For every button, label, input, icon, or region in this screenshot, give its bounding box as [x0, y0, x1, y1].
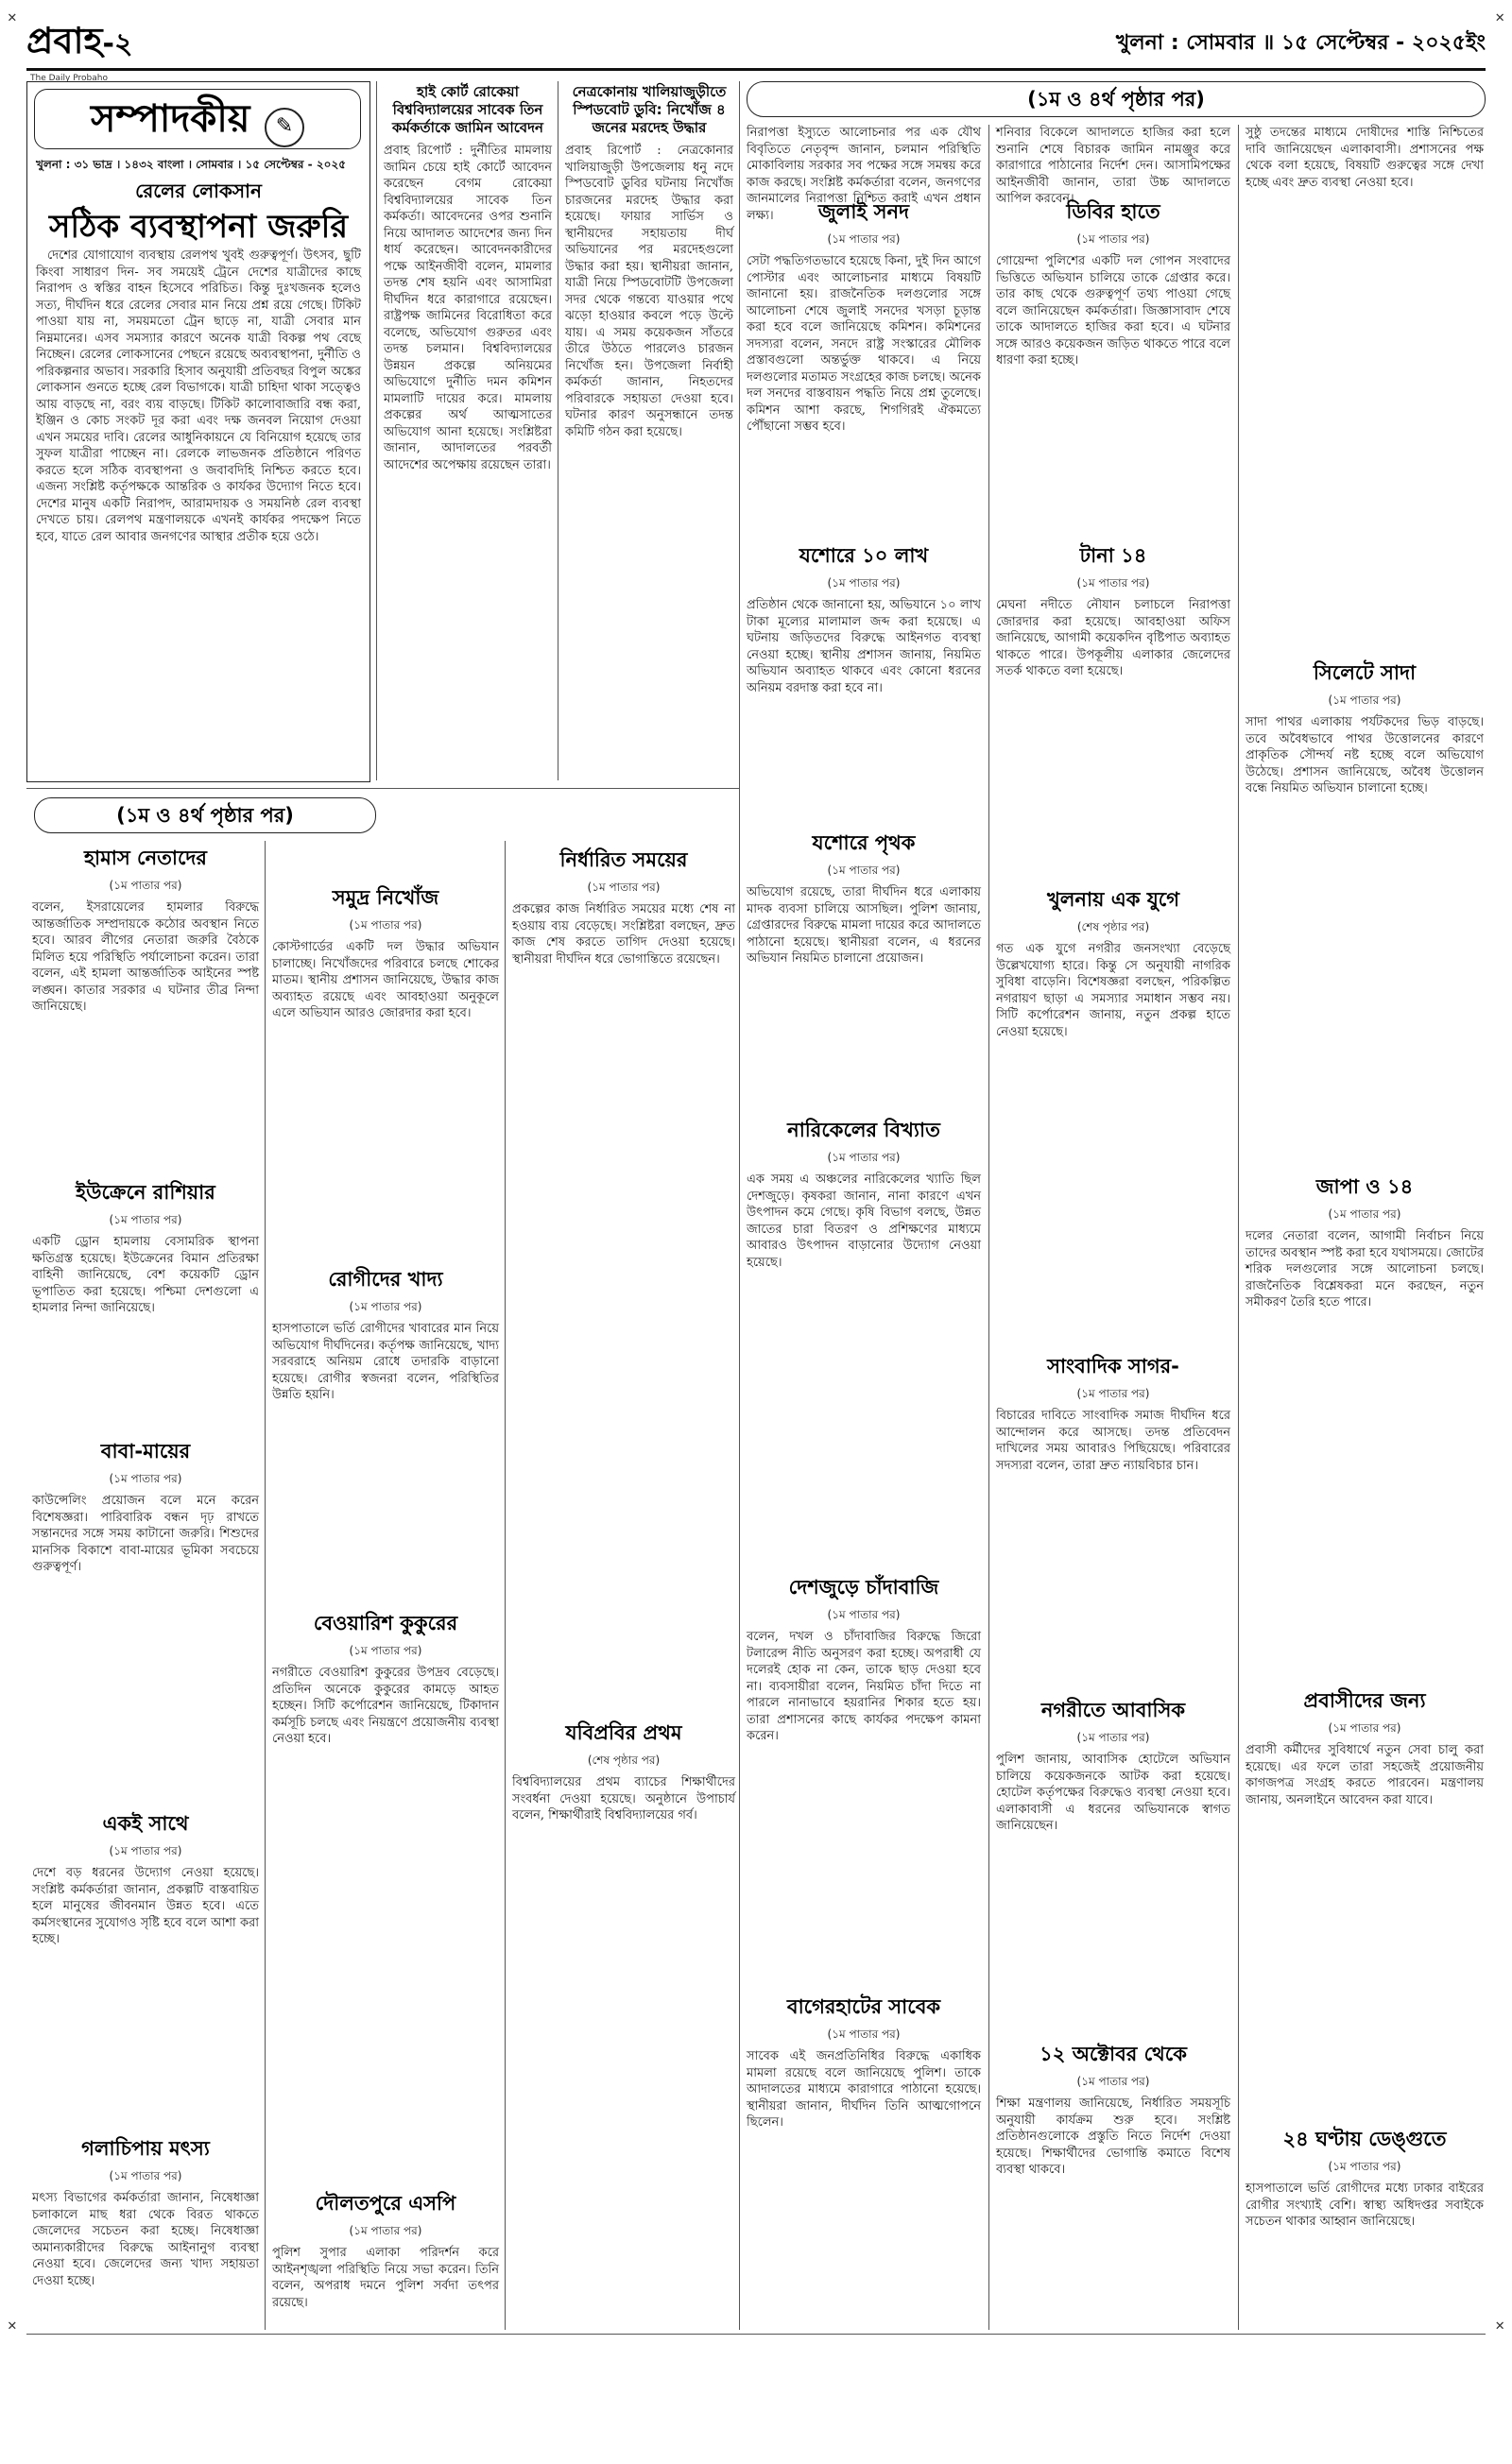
story-body: অভিযোগ রয়েছে, তারা দীর্ঘদিন ধরে এলাকায় মাদক ব্যবসা চালিয়ে আসছিল। পুলিশ জানায়, গ্রেপ্তারদের বিরুদ্ধে মামলা দায়ের করে আদালতে পাঠানো হয়েছে। স্থানীয়রা বলেন, এ ধরনের অভিযান নিয়মিত চালানো প্রয়োজন। — [747, 885, 981, 966]
story-body: কাউন্সেলিং প্রয়োজন বলে মনে করেন বিশেষজ্ঞরা। পারিবারিক বন্ধন দৃঢ় রাখতে সন্তানদের সঙ্গে সময় কাটানো জরুরি। শিশুদের মানসিক বিকাশে বাবা-মায়ের ভূমিকা সবচেয়ে গুরুত্বপূর্ণ। — [32, 1494, 259, 1574]
story-title-jessore-10-lakh: যশোরে ১০ লাখ — [799, 544, 929, 567]
story-title: নেত্রকোনায় খালিয়াজুড়ীতে স্পিডবোট ডুবি: নিখোঁজ ৪ জনের মরদেহ উদ্ধার — [572, 83, 727, 136]
story-title: হাই কোর্ট রোকেয়া বিশ্ববিদ্যালয়ের সাবেক তিন কর্মকর্তাকে জামিন আবেদন — [392, 83, 543, 136]
story-title-patient-food: রোগীদের খাদ্য — [328, 1268, 443, 1291]
story-sub: (১ম পাতার পর) — [109, 1472, 182, 1485]
divider-1 — [376, 81, 377, 780]
story-body: শিক্ষা মন্ত্রণালয় জানিয়েছে, নির্ধারিত সময়সূচি অনুযায়ী কার্যক্রম শুরু হবে। সংশ্লিষ্ট প্রতিষ্ঠানগুলোকে প্রস্তুতি নিতে নির্দেশ দেওয়া হয়েছে। শিক্ষার্থীদের ভোগান্তি কমাতে বিশেষ ব্যবস্থা থাকবে। — [996, 2096, 1230, 2177]
divider-lower-1 — [265, 841, 266, 2330]
story-title-oct-12: ১২ অক্টোবর থেকে — [1040, 2043, 1187, 2065]
story-sub: (১ম পাতার পর) — [1328, 1721, 1401, 1735]
story-title-daulatpur: দৌলতপুরে এসপি — [315, 2192, 456, 2215]
story-body: গোয়েন্দা পুলিশের একটি দল গোপন সংবাদের ভিত্তিতে অভিযান চালিয়ে তাকে গ্রেপ্তার করে। তার কাছ থেকে গুরুত্বপূর্ণ তথ্য পাওয়া গেছে বলে জানিয়েছেন কর্মকর্তারা। জিজ্ঞাসাবাদ শেষে তাকে আদালতে হাজির করা হবে। এ ঘটনার সঙ্গে আরও কয়েকজন জড়িত থাকতে পারে বলে ধারণা করা হচ্ছে। — [996, 254, 1230, 368]
editorial-kicker: রেলের লোকসান — [135, 180, 262, 202]
story-body: সাবেক এই জনপ্রতিনিধির বিরুদ্ধে একাধিক মামলা রয়েছে বলে জানিয়েছে পুলিশ। তাকে আদালতের মাধ্যমে কারাগারে পাঠানো হয়েছে। স্থানীয়রা জানান, দীর্ঘদিন তিনি আত্মগোপনে ছিলেন। — [747, 2049, 981, 2130]
divider-3 — [739, 81, 740, 2330]
story-sub: (১ম পাতার পর) — [1328, 2160, 1401, 2173]
story-sub: (শেষ পৃষ্ঠার পর) — [587, 1754, 661, 1767]
story-body: নগরীতে বেওয়ারিশ কুকুরের উপদ্রব বেড়েছে। প্রতিদিন অনেকে কুকুরের কামড়ে আহত হচ্ছেন। সিটি কর্পোরেশন জানিয়েছে, টিকাদান কর্মসূচি চলছে এবং নিয়ন্ত্রণে প্রয়োজনীয় ব্যবস্থা নেওয়া হবে। — [272, 1666, 499, 1746]
story-sub: (১ম পাতার পর) — [349, 1300, 422, 1313]
story-title-galachipa: গলাচিপায় মৎস্য — [81, 2137, 210, 2160]
story-body: হাসপাতালে ভর্তি রোগীদের খাবারের মান নিয়ে অভিযোগ দীর্ঘদিনের। কর্তৃপক্ষ জানিয়েছে, খাদ্য সরবরাহে অনিয়ম রোধে তদারকি বাড়ানো হয়েছে। রোগীর স্বজনরা বলেন, পরিস্থিতির উন্নতি হয়নি। — [272, 1322, 499, 1402]
story-body: প্রবাহ রিপোর্ট : দুর্নীতির মামলায় জামিন চেয়ে হাই কোর্টে আবেদন করেছেন বেগম রোকেয়া বিশ্ববিদ্যালয়ের সাবেক তিন কর্মকর্তা। আবেদনের ওপর শুনানি নিয়ে আদালত আদেশের জন্য দিন ধার্য করেছেন। আবেদনকারীদের পক্ষে আইনজীবী বলেন, মামলার তদন্ত শেষ হয়নি এবং আসামিরা দীর্ঘদিন ধরে কারাগারে রয়েছেন। রাষ্ট্রপক্ষ জামিনের বিরোধিতা করে বলেছে, অভিযোগ গুরুতর এবং তদন্ত চলমান। বিশ্ববিদ্যালয়ের উন্নয়ন প্রকল্পে অনিয়মের অভিযোগে দুর্নীতি দমন কমিশন মামলাটি দায়ের করে। মামলায় প্রকল্পের অর্থ আত্মসাতের অভিযোগ আনা হয়েছে। সংশ্লিষ্টরা জানান, আদালতের পরবর্তী আদেশের অপেক্ষায় রয়েছেন তারা। — [384, 144, 552, 472]
story-body: একটি ড্রোন হামলায় বেসামরিক স্থাপনা ক্ষতিগ্রস্ত হয়েছে। ইউক্রেনের বিমান প্রতিরক্ষা বাহিনী জানিয়েছে, বেশ কয়েকটি ড্রোন ভূপাতিত করা হয়েছে। পশ্চিমা দেশগুলো এ হামলার নিন্দা জানিয়েছে। — [32, 1235, 259, 1315]
footer-rule — [26, 2334, 1486, 2335]
story-title-journalist: সাংবাদিক সাগর- — [1047, 1355, 1179, 1377]
column-4 — [747, 125, 981, 2275]
story-title-sea-missing: সমুদ্র নিখোঁজ — [332, 886, 439, 909]
story-sub: (১ম পাতার পর) — [1076, 576, 1150, 590]
continued-banner-left — [34, 797, 376, 833]
pen-icon: ✎ — [265, 108, 304, 147]
story-sub: (১ম পাতার পর) — [349, 2224, 422, 2237]
story-sub: (১ম পাতার পর) — [827, 2028, 901, 2041]
story-body: বিশ্ববিদ্যালয়ের প্রথম ব্যাচের শিক্ষার্থীদের সংবর্ধনা দেওয়া হয়েছে। অনুষ্ঠানে উপাচার্য বলেন, শিক্ষার্থীরাই বিশ্ববিদ্যালয়ের গর্ব। — [512, 1775, 735, 1822]
masthead-logo — [26, 13, 272, 83]
story-body: প্রবাসী কর্মীদের সুবিধার্থে নতুন সেবা চালু করা হয়েছে। এর ফলে তারা সহজেই প্রয়োজনীয় কাগজপত্র সংগ্রহ করতে পারবেন। মন্ত্রণালয় জানায়, অনলাইনে আবেদন করা যাবে। — [1246, 1743, 1484, 1807]
story-sub: (১ম পাতার পর) — [827, 1151, 901, 1164]
story-title-extortion: দেশজুড়ে চাঁদাবাজি — [788, 1576, 939, 1599]
story-body: প্রবাহ রিপোর্ট : নেত্রকোনার খালিয়াজুড়ী উপজেলায় ধনু নদে স্পিডবোট ডুবির ঘটনায় নিখোঁজ চারজনের মরদেহ উদ্ধার করা হয়েছে। ফায়ার সার্ভিস ও স্থানীয়দের সহায়তায় দীর্ঘ অভিযানের পর মরদেহগুলো উদ্ধার করা হয়। স্থানীয়রা জানান, যাত্রী নিয়ে স্পিডবোটটি উপজেলা সদর থেকে গন্তব্যে যাওয়ার পথে ঝড়ো হাওয়ার কবলে পড়ে উল্টে যায়। এ সময় কয়েকজন সাঁতরে তীরে উঠতে পারলেও চারজন নিখোঁজ হন। উপজেলা নির্বাহী কর্মকর্তা জানান, নিহতদের পরিবারকে সহায়তা দেওয়া হবে। ঘটনার কারণ অনুসন্ধানে তদন্ত কমিটি গঠন করা হয়েছে। — [565, 144, 733, 439]
story-sub: (১ম পাতার পর) — [1328, 693, 1401, 707]
continued-banner-text: (১ম ও ৪র্থ পৃষ্ঠার পর) — [1027, 88, 1205, 111]
col4-lead: নিরাপত্তা ইস্যুতে আলোচনার পর এক যৌথ বিবৃতিতে নেতৃবৃন্দ জানান, চলমান পরিস্থিতি মোকাবিলায় সরকার সব পক্ষের সঙ্গে সমন্বয় করে কাজ করছে। সংশ্লিষ্ট কর্মকর্তারা বলেন, জনগণের জানমালের নিরাপত্তা নিশ্চিত করাই এখন প্রধান লক্ষ্য। — [747, 126, 981, 223]
story-sub: (১ম পাতার পর) — [1076, 1731, 1150, 1744]
story-sub: (১ম পাতার পর) — [827, 864, 901, 877]
column-5 — [996, 125, 1230, 2379]
story-sub: (১ম পাতার পর) — [109, 1844, 182, 1857]
logo-tagline: The Daily Probaho — [30, 74, 108, 83]
story-title-expatriates: প্রবাসীদের জন্য — [1303, 1689, 1426, 1712]
story-title-dengue: ২৪ ঘণ্টায় ডেঙ্গুতে — [1282, 2128, 1447, 2150]
story-sub: (১ম পাতার পর) — [349, 918, 422, 932]
col5-lead: শনিবার বিকেলে আদালতে হাজির করা হলে শুনানি শেষে বিচারক জামিন নামঞ্জুর করে কারাগারে পাঠানোর নির্দেশ দেন। আসামিপক্ষের আইনজীবী জানান, তারা উচ্চ আদালতে আপিল করবেন। — [996, 126, 1230, 206]
story-sub: (১ম পাতার পর) — [587, 881, 661, 894]
crop-mark-top-right: ✕ — [1495, 8, 1504, 26]
story-body: হাসপাতালে ভর্তি রোগীদের মধ্যে ঢাকার বাইরের রোগীর সংখ্যাই বেশি। স্বাস্থ্য অধিদপ্তর সবাইকে সচেতন থাকার আহ্বান জানিয়েছে। — [1246, 2182, 1484, 2229]
story-title-sylhet: সিলেটে সাদা — [1313, 661, 1417, 684]
story-body: বলেন, ইসরায়েলের হামলার বিরুদ্ধে আন্তর্জাতিক সম্প্রদায়কে কঠোর অবস্থান নিতে হবে। আরব লীগের নেতারা জরুরি বৈঠকে মিলিত হয়ে পরিস্থিতি পর্যালোচনা করেন। তারা বলেন, এই হামলা আন্তর্জাতিক আইনের স্পষ্ট লঙ্ঘন। কাতার সরকার এ ঘটনার তীব্র নিন্দা জানিয়েছে। — [32, 900, 259, 1014]
story-hc-bail — [384, 81, 552, 795]
story-sub: (১ম পাতার পর) — [1076, 2075, 1150, 2088]
divider-4 — [988, 125, 989, 2330]
page-number: -২ — [102, 27, 133, 60]
story-title-ukraine: ইউক্রেনে রাশিয়ার — [76, 1181, 215, 1204]
crop-mark-top-left: ✕ — [8, 8, 17, 26]
story-title-khulna-decade: খুলনায় এক যুগে — [1046, 888, 1180, 911]
story-body: প্রতিষ্ঠান থেকে জানানো হয়, অভিযানে ১০ লাখ টাকা মূল্যের মালামাল জব্দ করা হয়েছে। এ ঘটনায় জড়িতদের বিরুদ্ধে আইনগত ব্যবস্থা নেওয়া হচ্ছে। স্থানীয় প্রশাসন জানায়, নিয়মিত অভিযান অব্যাহত থাকবে এবং কোনো ধরনের অনিয়ম বরদাস্ত করা হবে না। — [747, 598, 981, 695]
story-body: সাদা পাথর এলাকায় পর্যটকদের ভিড় বাড়ছে। তবে অবৈধভাবে পাথর উত্তোলনের কারণে প্রাকৃতিক সৌন্দর্য নষ্ট হচ্ছে বলে অভিযোগ উঠেছে। প্রশাসন জানিয়েছে, অবৈধ উত্তোলন বন্ধে নিয়মিত অভিযান চালানো হচ্ছে। — [1246, 715, 1484, 796]
story-sub: (১ম পাতার পর) — [1076, 232, 1150, 246]
logo-text: প্রবাহ — [26, 20, 103, 61]
story-title-stray-dogs: বেওয়ারিশ কুকুরের — [313, 1612, 458, 1634]
lower-col2-lead — [272, 841, 499, 879]
story-sub: (১ম পাতার পর) — [109, 879, 182, 892]
crop-mark-bottom-right: ✕ — [1495, 2316, 1504, 2334]
story-body: প্রকল্পের কাজ নির্ধারিত সময়ের মধ্যে শেষ না হওয়ায় ব্যয় বেড়েছে। সংশ্লিষ্টরা বলছেন, দ্রুত কাজ শেষ করতে তাগিদ দেওয়া হয়েছে। স্থানীয়রা দীর্ঘদিন ধরে ভোগান্তিতে রয়েছেন। — [512, 902, 735, 967]
story-speedboat — [565, 81, 733, 795]
lower-column-1 — [32, 841, 259, 2464]
lower-column-2 — [272, 841, 499, 2387]
story-body: পুলিশ জানায়, আবাসিক হোটেলে অভিযান চালিয়ে কয়েকজনকে আটক করা হয়েছে। হোটেল কর্তৃপক্ষের বিরুদ্ধেও ব্যবস্থা নেওয়া হবে। এলাকাবাসী এ ধরনের অভিযানকে স্বাগত জানিয়েছেন। — [996, 1753, 1230, 1833]
story-sub: (১ম পাতার পর) — [1076, 1387, 1150, 1400]
story-sub: (শেষ পৃষ্ঠার পর) — [1076, 920, 1150, 933]
divider-lower-2 — [505, 841, 506, 2330]
divider-5 — [1238, 125, 1239, 2330]
story-body: দলের নেতারা বলেন, আগামী নির্বাচন নিয়ে তাদের অবস্থান স্পষ্ট করা হবে যথাসময়ে। জোটের শরিক দলগুলোর সঙ্গে আলোচনা চলছে। রাজনৈতিক বিশ্লেষকরা মনে করছেন, নতুন সমীকরণ তৈরি হতে পারে। — [1246, 1229, 1484, 1309]
story-sub: (১ম পাতার পর) — [349, 1644, 422, 1657]
story-title-nirdharito: নির্ধারিত সময়ের — [559, 848, 688, 871]
story-title-db: ডিবির হাতে — [1066, 200, 1160, 223]
story-body: কোস্টগার্ডের একটি দল উদ্ধার অভিযান চালাচ্ছে। নিখোঁজদের পরিবারে চলছে শোকের মাতম। স্থানীয় প্রশাসন জানিয়েছে, উদ্ধার কাজ অব্যাহত রয়েছে এবং আবহাওয়া অনুকূলে এলে অভিযান আরও জোরদার করা হবে। — [272, 940, 499, 1020]
story-title-14-days: টানা ১৪ — [1079, 544, 1147, 567]
story-sub: (১ম পাতার পর) — [827, 1608, 901, 1621]
story-sub: (১ম পাতার পর) — [827, 232, 901, 246]
mid-rule — [26, 788, 739, 789]
story-title-residential: নগরীতে আবাসিক — [1040, 1699, 1186, 1721]
story-body: এক সময় এ অঞ্চলের নারিকেলের খ্যাতি ছিল দেশজুড়ে। কৃষকরা জানান, নানা কারণে এখন উৎপাদন কমে গেছে। কৃষি বিভাগ বলছে, উন্নত জাতের চারা বিতরণ ও প্রশিক্ষণের মাধ্যমে আবারও উৎপাদন বাড়ানোর উদ্যোগ নেওয়া হয়েছে। — [747, 1172, 981, 1270]
story-body: মৎস্য বিভাগের কর্মকর্তারা জানান, নিষেধাজ্ঞা চলাকালে মাছ ধরা থেকে বিরত থাকতে জেলেদের সচেতন করা হচ্ছে। নিষেধাজ্ঞা অমান্যকারীদের বিরুদ্ধে আইনানুগ ব্যবস্থা নেওয়া হবে। জেলেদের জন্য খাদ্য সহায়তা দেওয়া হচ্ছে। — [32, 2191, 259, 2288]
story-title-parents: বাবা-মায়ের — [100, 1440, 191, 1463]
story-body: বিচারের দাবিতে সাংবাদিক সমাজ দীর্ঘদিন ধরে আন্দোলন করে আসছে। তদন্ত প্রতিবেদন দাখিলের সময় আবারও পিছিয়েছে। পরিবারের সদস্যরা বলেন, তারা দ্রুত ন্যায়বিচার চান। — [996, 1409, 1230, 1473]
editorial-title: সঠিক ব্যবস্থাপনা জরুরি — [48, 208, 349, 246]
story-body: দেশে বড় ধরনের উদ্যোগ নেওয়া হয়েছে। সংশ্লিষ্ট কর্মকর্তারা জানান, প্রকল্পটি বাস্তবায়িত হলে মানুষের জীবনমান উন্নত হবে। এতে কর্মসংস্থানের সুযোগও সৃষ্টি হবে বলে আশা করা হচ্ছে। — [32, 1866, 259, 1946]
lower-column-3 — [512, 841, 735, 2303]
story-sub: (১ম পাতার পর) — [109, 2169, 182, 2182]
story-title-jessore-separate: যশোরে পৃথক — [812, 831, 916, 854]
story-title-coconut: নারিকেলের বিখ্যাত — [787, 1119, 940, 1141]
story-title-japa: জাপা ও ১৪ — [1315, 1175, 1414, 1198]
story-body: সেটা পদ্ধতিগতভাবে হয়েছে কিনা, দুই দিন আগে পোস্টার এবং আলোচনার মাধ্যমে বিষয়টি জানানো হয়। রাজনৈতিক দলগুলোর সঙ্গে আলোচনা শেষে জুলাই সনদের খসড়া চূড়ান্ত করা হবে বলে জানিয়েছে কমিশন। কমিশনের সদস্যরা বলেন, সনদে রাষ্ট্র সংস্কারের মৌলিক প্রস্তাবগুলো অন্তর্ভুক্ত থাকবে। এ নিয়ে দলগুলোর মতামত সংগ্রহের কাজ চলছে। অনেক দল সনদের বাস্তবায়ন পদ্ধতি নিয়ে প্রশ্ন তুলেছে। কমিশন আশা করছে, শিগগিরই ঐকমত্যে পৌঁছানো সম্ভব হবে। — [747, 254, 981, 434]
column-6 — [1246, 125, 1484, 2284]
story-title-together: একই সাথে — [102, 1812, 189, 1835]
editorial-body: দেশের যোগাযোগ ব্যবস্থায় রেলপথ খুবই গুরুত্বপূর্ণ। উৎসব, ছুটি কিংবা সাধারণ দিন- সব সময়েই ট্রেনে দেশের যাত্রীদের কাছে নিরাপদ ও স্বস্তির বাহন হিসেবে পরিচিত। কিন্তু দুঃখজনক হলেও সত্য, দীর্ঘদিন ধরে রেলের সেবার মান নিয়ে প্রশ্ন রয়ে গেছে। টিকিট পাওয়া যায় না, সময়মতো ট্রেন ছাড়ে না, যাত্রী সেবার মান নিম্নমানের। এসব সমস্যার কারণে অনেক যাত্রী বিকল্প পথ বেছে নিচ্ছেন। রেলের লোকসানের পেছনে রয়েছে অব্যবস্থাপনা, দুর্নীতি ও পরিকল্পনার অভাব। সরকারি হিসাব অনুযায়ী প্রতিবছর বিপুল অঙ্কের লোকসান গুনতে হচ্ছে রেল বিভাগকে। যাত্রী চাহিদা থাকা সত্ত্বেও আয় বাড়ছে না, বরং ব্যয় বাড়ছে। টিকিট কালোবাজারি বন্ধ করা, ইঞ্জিন ও কোচ সংকট দূর করা এবং দক্ষ জনবল নিয়োগ দেওয়া এখন সময়ের দাবি। রেলের আধুনিকায়নে যে বিনিয়োগ হয়েছে তার সুফল যাত্রীরা পাচ্ছেন না। রেলকে লাভজনক প্রতিষ্ঠানে পরিণত করতে হলে সঠিক ব্যবস্থাপনা ও জবাবদিহি নিশ্চিত করতে হবে। এজন্য সংশ্লিষ্ট কর্তৃপক্ষকে আন্তরিক ও কার্যকর উদ্যোগ নিতে হবে। দেশের মানুষ একটি নিরাপদ, আরামদায়ক ও সময়নিষ্ঠ রেল ব্যবস্থা দেখতে চায়। রেলপথ মন্ত্রণালয়কে এখনই কার্যকর পদক্ষেপ নিতে হবে, যাতে রেল আবার জনগণের আস্থার প্রতীক হয়ে ওঠে। — [36, 248, 361, 544]
story-title-jabipriyo: যবিপ্রবির প্রথম — [565, 1721, 682, 1744]
story-title-july-charter: জুলাই সনদ — [817, 200, 910, 223]
col6-lead: সুষ্ঠু তদন্তের মাধ্যমে দোষীদের শাস্তি নিশ্চিতের দাবি জানিয়েছেন এলাকাবাসী। প্রশাসনের পক্ষ থেকে বলা হয়েছে, বিষয়টি গুরুত্বের সঙ্গে দেখা হচ্ছে এবং দ্রুত ব্যবস্থা নেওয়া হবে। — [1246, 126, 1484, 190]
story-sub: (১ম পাতার পর) — [1328, 1207, 1401, 1221]
crop-mark-bottom-left: ✕ — [8, 2316, 17, 2334]
story-body: মেঘনা নদীতে নৌযান চলাচলে নিরাপত্তা জোরদার করা হয়েছে। আবহাওয়া অফিস জানিয়েছে, আগামী কয়েকদিন বৃষ্টিপাত অব্যাহত থাকতে পারে। উপকূলীয় এলাকার জেলেদের সতর্ক থাকতে বলা হয়েছে। — [996, 598, 1230, 678]
continued-banner-right — [747, 81, 1486, 117]
editorial-banner — [34, 89, 361, 149]
story-body: পুলিশ সুপার এলাকা পরিদর্শন করে আইনশৃঙ্খলা পরিস্থিতি নিয়ে সভা করেন। তিনি বলেন, অপরাধ দমনে পুলিশ সর্বদা তৎপর রয়েছে। — [272, 2246, 499, 2310]
story-title-hamas: হামাস নেতাদের — [84, 847, 207, 869]
editorial-banner-text: সম্পাদকীয় — [91, 97, 250, 141]
story-title-bagerhat: বাগেরহাটের সাবেক — [786, 1995, 941, 2018]
header-rule — [26, 68, 1486, 71]
dateline: খুলনা : সোমবার ॥ ১৫ সেপ্টেম্বর - ২০২৫ইং — [1115, 31, 1486, 55]
story-sub: (১ম পাতার পর) — [827, 576, 901, 590]
continued-banner-text: (১ম ও ৪র্থ পৃষ্ঠার পর) — [116, 804, 294, 827]
story-sub: (১ম পাতার পর) — [109, 1213, 182, 1226]
story-body: গত এক যুগে নগরীর জনসংখ্যা বেড়েছে উল্লেখযোগ্য হারে। কিন্তু সে অনুযায়ী নাগরিক সুবিধা বাড়েনি। বিশেষজ্ঞরা বলছেন, পরিকল্পিত নগরায়ণ ছাড়া এ সমস্যার সমাধান সম্ভব নয়। সিটি কর্পোরেশন জানায়, নতুন প্রকল্প হাতে নেওয়া হয়েছে। — [996, 942, 1230, 1039]
editorial-date: খুলনা : ৩১ ভাদ্র । ১৪৩২ বাংলা । সোমবার । ১৫ সেপ্টেম্বর - ২০২৫ — [36, 158, 347, 171]
story-body: বলেন, দখল ও চাঁদাবাজির বিরুদ্ধে জিরো টলারেন্স নীতি অনুসরণ করা হচ্ছে। অপরাধী যে দলেরই হোক না কেন, তাকে ছাড় দেওয়া হবে না। ব্যবসায়ীরা বলেন, নিয়মিত চাঁদা দিতে না পারলে নানাভাবে হয়রানির শিকার হতে হয়। তারা প্রশাসনের কাছে কার্যকর পদক্ষেপ কামনা করেন। — [747, 1630, 981, 1743]
